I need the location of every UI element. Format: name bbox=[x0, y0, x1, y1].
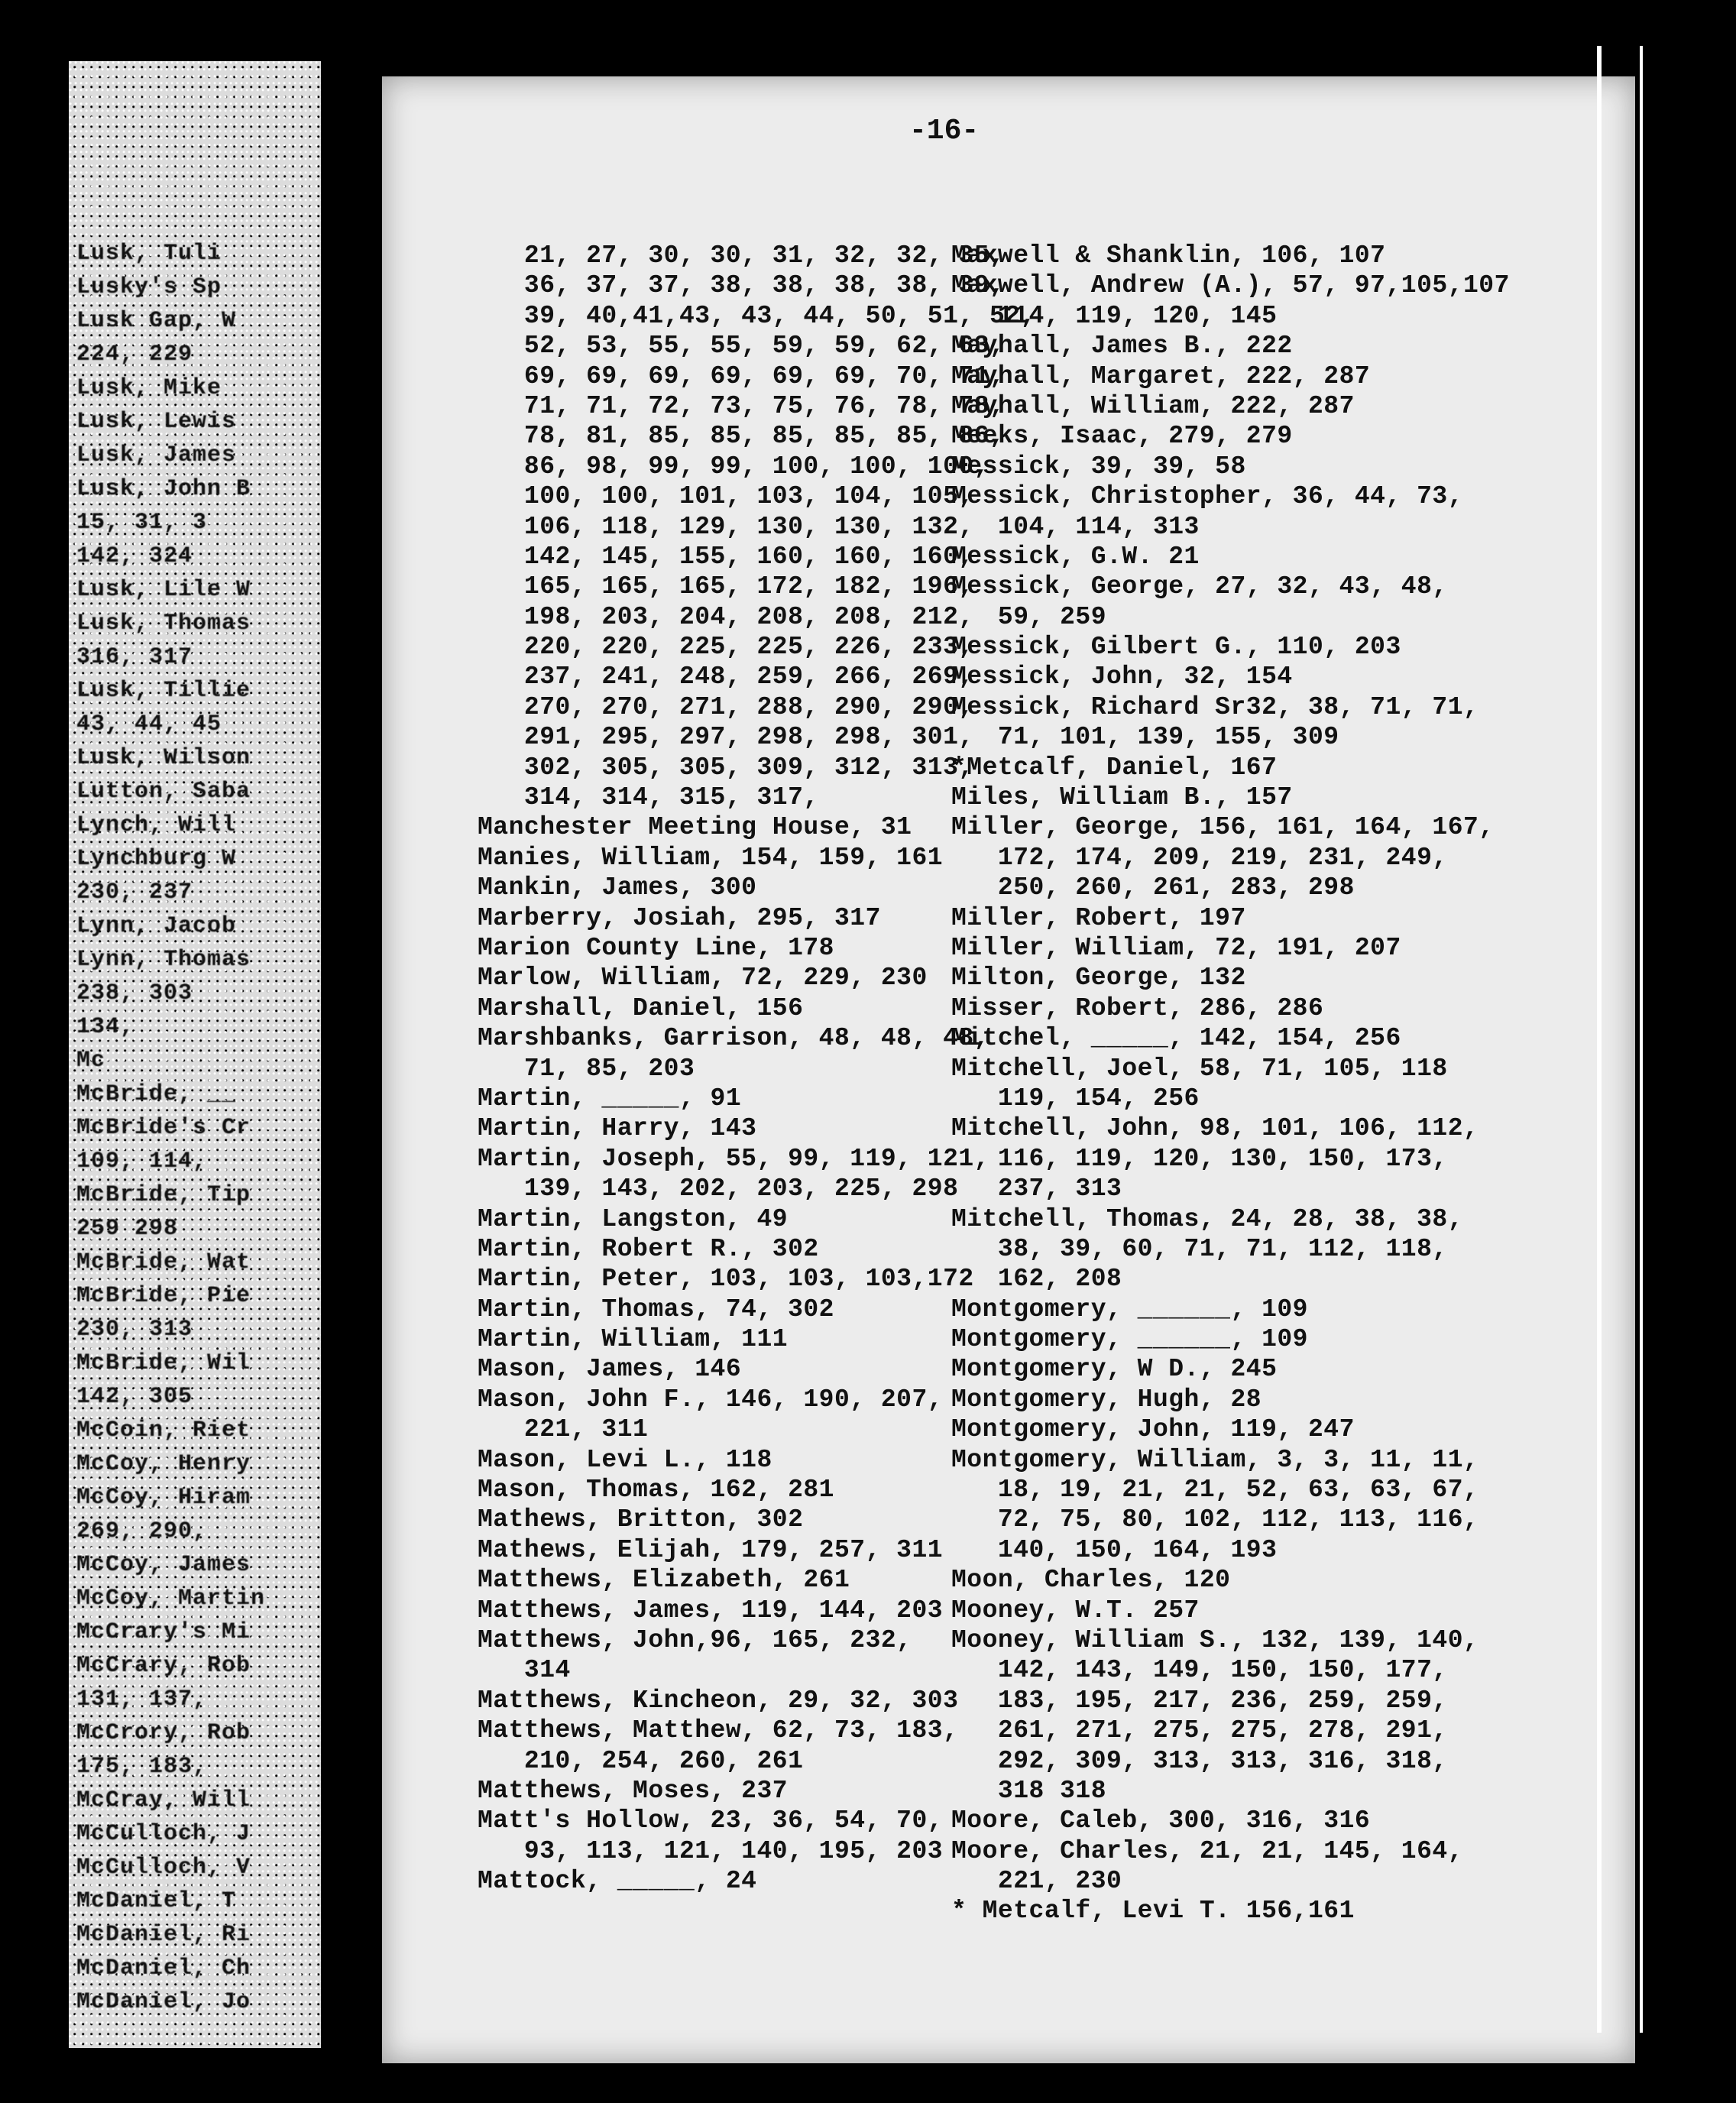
index-entry: 59, 259 bbox=[951, 602, 1107, 631]
index-entry: Mason, John F., 146, 190, 207, bbox=[478, 1385, 944, 1414]
index-entry: Messick, Gilbert G., 110, 203 bbox=[951, 633, 1401, 662]
fragment-line: Lynchburg W bbox=[76, 846, 237, 872]
index-entry: 165, 165, 165, 172, 182, 196, bbox=[478, 572, 974, 601]
fragment-line: McCrary's Mi bbox=[76, 1619, 251, 1645]
index-entry: Matthews, John,96, 165, 232, bbox=[478, 1625, 912, 1654]
index-entry: Messick, George, 27, 32, 43, 48, bbox=[951, 572, 1448, 601]
index-entry: Martin, _____, 91 bbox=[478, 1084, 742, 1113]
fragment-line: McDaniel, Jo bbox=[76, 1989, 251, 2015]
fragment-line: McCoy, Martin bbox=[76, 1586, 266, 1612]
index-entry: Matthews, Kincheon, 29, 32, 303 bbox=[478, 1686, 959, 1715]
page-number: -16- bbox=[909, 115, 980, 147]
index-entry: 183, 195, 217, 236, 259, 259, bbox=[951, 1686, 1448, 1715]
fragment-line: 43, 44, 45 bbox=[76, 711, 222, 737]
index-entry: 71, 101, 139, 155, 309 bbox=[951, 723, 1339, 752]
index-entry: Montgomery, W D., 245 bbox=[951, 1355, 1278, 1384]
index-entry: Misser, Robert, 286, 286 bbox=[951, 993, 1324, 1022]
fragment-line: McCulloch, V bbox=[76, 1855, 251, 1881]
index-entry: Mooney, W.T. 257 bbox=[951, 1596, 1200, 1625]
index-entry: Meeks, Isaac, 279, 279 bbox=[951, 422, 1293, 451]
index-entry: 52, 53, 55, 55, 59, 59, 62, 63, bbox=[478, 332, 1006, 361]
fragment-line: McCrory, Rob bbox=[76, 1720, 251, 1746]
fragment-line: 224, 229 bbox=[76, 342, 193, 368]
index-entry: Messick, John, 32, 154 bbox=[951, 663, 1293, 692]
index-entry: Mayhall, Margaret, 222, 287 bbox=[951, 361, 1371, 390]
fragment-line: Lynn, Thomas bbox=[76, 947, 251, 973]
index-entry: Marion County Line, 178 bbox=[478, 933, 834, 962]
index-entry: Marlow, William, 72, 229, 230 bbox=[478, 964, 928, 993]
fragment-line: 142, 305 bbox=[76, 1384, 193, 1410]
index-entry: Mason, Levi L., 118 bbox=[478, 1445, 772, 1474]
index-entry: 86, 98, 99, 99, 100, 100, 100, bbox=[478, 452, 990, 481]
fragment-line: 259 298 bbox=[76, 1216, 179, 1242]
index-entry: Maxwell & Shanklin, 106, 107 bbox=[951, 241, 1386, 270]
index-entry: Mayhall, James B., 222 bbox=[951, 332, 1293, 361]
index-entry: * Metcalf, Levi T. 156,161 bbox=[951, 1897, 1355, 1926]
index-entry: Martin, William, 111 bbox=[478, 1325, 789, 1354]
index-entry: Messick, 39, 39, 58 bbox=[951, 452, 1246, 481]
index-entry: Martin, Langston, 49 bbox=[478, 1204, 789, 1233]
index-entry: Mooney, William S., 132, 139, 140, bbox=[951, 1625, 1479, 1654]
index-entry: Martin, Joseph, 55, 99, 119, 121, bbox=[478, 1144, 990, 1173]
index-entry: 71, 71, 72, 73, 75, 76, 78, 78, bbox=[478, 391, 1006, 420]
index-entry: 198, 203, 204, 208, 208, 212, bbox=[478, 602, 974, 631]
index-entry: Mitchel, _____, 142, 154, 256 bbox=[951, 1024, 1401, 1053]
fragment-line: McDaniel, Ri bbox=[76, 1922, 251, 1948]
fragment-line: 175, 183, bbox=[76, 1754, 208, 1780]
index-entry: Montgomery, Hugh, 28 bbox=[951, 1385, 1262, 1414]
fragment-line: McBride's Cr bbox=[76, 1115, 251, 1141]
fragment-line: Lusk Gap, W bbox=[76, 308, 237, 334]
index-column-right bbox=[951, 241, 1510, 1926]
fragment-line: McCoy, Henry bbox=[76, 1451, 251, 1477]
index-entry: Montgomery, William, 3, 3, 11, 11, bbox=[951, 1445, 1479, 1474]
index-entry: Manchester Meeting House, 31 bbox=[478, 813, 912, 842]
fragment-line: McCulloch, J bbox=[76, 1821, 251, 1847]
fragment-line: Lusky's Sp bbox=[76, 274, 222, 300]
index-entry: 119, 154, 256 bbox=[951, 1084, 1200, 1113]
index-entry: Mattock, _____, 24 bbox=[478, 1867, 757, 1896]
fragment-line: Lynch, Will bbox=[76, 812, 237, 838]
index-entry: Martin, Robert R., 302 bbox=[478, 1234, 819, 1263]
index-entry: Matthews, Elizabeth, 261 bbox=[478, 1566, 850, 1595]
fragment-line: 109, 114, bbox=[76, 1149, 208, 1175]
fragment-line: 142, 324 bbox=[76, 543, 193, 569]
index-entry: Mitchell, John, 98, 101, 106, 112, bbox=[951, 1114, 1479, 1143]
fragment-line: McBride, Wat bbox=[76, 1249, 251, 1275]
index-entry: Mathews, Elijah, 179, 257, 311 bbox=[478, 1535, 944, 1564]
index-entry: Miller, William, 72, 191, 207 bbox=[951, 933, 1401, 962]
fragment-line: Mc bbox=[76, 1048, 106, 1074]
index-entry: 100, 100, 101, 103, 104, 105, bbox=[478, 482, 974, 511]
index-entry: 69, 69, 69, 69, 69, 69, 70, 71, bbox=[478, 361, 1006, 390]
fragment-line: Lusk, Tuli bbox=[76, 241, 222, 267]
index-entry: Milton, George, 132 bbox=[951, 964, 1246, 993]
index-entry: Mitchell, Joel, 58, 71, 105, 118 bbox=[951, 1054, 1448, 1083]
index-entry: 106, 118, 129, 130, 130, 132, bbox=[478, 512, 974, 541]
fragment-line: McBride, __ bbox=[76, 1081, 237, 1107]
fragment-line: Lusk, Lile W bbox=[76, 577, 251, 603]
index-entry: *Metcalf, Daniel, 167 bbox=[951, 753, 1278, 782]
index-entry: Messick, Richard Sr32, 38, 71, 71, bbox=[951, 692, 1479, 721]
fragment-line: McCoin, Riet bbox=[76, 1418, 251, 1444]
index-entry: 39, 40,41,43, 43, 44, 50, 51, 52, bbox=[478, 301, 1036, 330]
fragment-line: 238, 303 bbox=[76, 980, 193, 1006]
page-edge bbox=[1597, 46, 1643, 2033]
fragment-line: 15, 31, 3 bbox=[76, 510, 208, 536]
fragment-line: Lutton, Saba bbox=[76, 779, 251, 805]
index-entry: 221, 230 bbox=[951, 1867, 1122, 1896]
index-entry: 291, 295, 297, 298, 298, 301, bbox=[478, 723, 974, 752]
fragment-line: McCoy, James bbox=[76, 1552, 251, 1578]
index-entry: Messick, G.W. 21 bbox=[951, 542, 1200, 571]
index-entry: 302, 305, 305, 309, 312, 313, bbox=[478, 753, 974, 782]
index-entry: Marberry, Josiah, 295, 317 bbox=[478, 903, 881, 932]
fragment-line: Lusk, John B bbox=[76, 476, 251, 502]
index-entry: Mathews, Britton, 302 bbox=[478, 1505, 804, 1534]
fragment-line: Lusk, James bbox=[76, 442, 237, 468]
index-entry: Manies, William, 154, 159, 161 bbox=[478, 843, 944, 872]
index-entry: 78, 81, 85, 85, 85, 85, 85, 86, bbox=[478, 422, 1006, 451]
index-entry: Miles, William B., 157 bbox=[951, 783, 1293, 812]
index-entry: Moon, Charles, 120 bbox=[951, 1566, 1231, 1595]
index-entry: Mitchell, Thomas, 24, 28, 38, 38, bbox=[951, 1204, 1464, 1233]
fragment-line: Lynn, Jacob bbox=[76, 913, 237, 939]
fragment-line: McBride, Wil bbox=[76, 1350, 251, 1376]
index-entry: Martin, Peter, 103, 103, 103,172 bbox=[478, 1265, 974, 1294]
index-entry: 139, 143, 202, 203, 225, 298 bbox=[478, 1175, 959, 1204]
index-entry: 314, 314, 315, 317, bbox=[478, 783, 819, 812]
index-entry: 220, 220, 225, 225, 226, 233, bbox=[478, 633, 974, 662]
fragment-line: McBride, Pie bbox=[76, 1283, 251, 1309]
index-entry: Montgomery, ______, 109 bbox=[951, 1295, 1308, 1324]
index-entry: 314 bbox=[478, 1656, 571, 1685]
index-entry: Martin, Harry, 143 bbox=[478, 1114, 757, 1143]
index-entry: 318 318 bbox=[951, 1776, 1107, 1805]
index-entry: 142, 143, 149, 150, 150, 177, bbox=[951, 1656, 1448, 1685]
index-entry: 71, 85, 203 bbox=[478, 1054, 695, 1083]
fragment-line: McCoy, Hiram bbox=[76, 1485, 251, 1511]
index-entry: 292, 309, 313, 313, 316, 318, bbox=[951, 1746, 1448, 1775]
adjacent-page-fragment bbox=[69, 61, 321, 2048]
fragment-line: 269, 290, bbox=[76, 1518, 208, 1544]
fragment-line: 230, 237 bbox=[76, 880, 193, 906]
index-entry: Matthews, James, 119, 144, 203 bbox=[478, 1596, 944, 1625]
fragment-line: McDaniel, T bbox=[76, 1888, 237, 1914]
fragment-line: Lusk, Tillie bbox=[76, 678, 251, 704]
index-entry: 261, 271, 275, 275, 278, 291, bbox=[951, 1716, 1448, 1745]
index-entry: 38, 39, 60, 71, 71, 112, 118, bbox=[951, 1234, 1448, 1263]
index-entry: 93, 113, 121, 140, 195, 203 bbox=[478, 1836, 944, 1865]
index-entry: Matt's Hollow, 23, 36, 54, 70, bbox=[478, 1807, 944, 1836]
index-entry: Montgomery, John, 119, 247 bbox=[951, 1415, 1355, 1444]
fragment-line: 134, bbox=[76, 1014, 135, 1040]
fragment-line: McDaniel, Ch bbox=[76, 1956, 251, 1981]
index-entry: Marshall, Daniel, 156 bbox=[478, 993, 804, 1022]
fragment-line: Lusk, Mike bbox=[76, 375, 222, 401]
index-entry: 210, 254, 260, 261 bbox=[478, 1746, 804, 1775]
index-entry: 237, 313 bbox=[951, 1175, 1122, 1204]
index-entry: Messick, Christopher, 36, 44, 73, bbox=[951, 482, 1464, 511]
fragment-line: Lusk, Wilson bbox=[76, 745, 251, 771]
index-entry: Miller, George, 156, 161, 164, 167, bbox=[951, 813, 1495, 842]
index-entry: 116, 119, 120, 130, 150, 173, bbox=[951, 1144, 1448, 1173]
index-page bbox=[382, 76, 1635, 2063]
index-entry: 104, 114, 313 bbox=[951, 512, 1200, 541]
index-entry: Miller, Robert, 197 bbox=[951, 903, 1246, 932]
fragment-line: Lusk, Thomas bbox=[76, 611, 251, 637]
fragment-line: McCray, Will bbox=[76, 1787, 251, 1813]
index-entry: Martin, Thomas, 74, 302 bbox=[478, 1295, 834, 1324]
index-entry: Montgomery, ______, 109 bbox=[951, 1325, 1308, 1354]
fragment-line: McCrary, Rob bbox=[76, 1653, 251, 1679]
index-entry: 172, 174, 209, 219, 231, 249, bbox=[951, 843, 1448, 872]
index-entry: 142, 145, 155, 160, 160, 160, bbox=[478, 542, 974, 571]
index-entry: 237, 241, 248, 259, 266, 269, bbox=[478, 663, 974, 692]
index-entry: 21, 27, 30, 30, 31, 32, 32, 35, bbox=[478, 241, 1006, 270]
index-entry: 114, 119, 120, 145 bbox=[951, 301, 1278, 330]
index-entry: 140, 150, 164, 193 bbox=[951, 1535, 1278, 1564]
index-entry: Mankin, James, 300 bbox=[478, 873, 757, 902]
index-entry: Mason, Thomas, 162, 281 bbox=[478, 1476, 834, 1505]
fragment-line: McBride, Tip bbox=[76, 1182, 251, 1208]
index-entry: Mason, James, 146 bbox=[478, 1355, 742, 1384]
index-entry: 72, 75, 80, 102, 112, 113, 116, bbox=[951, 1505, 1479, 1534]
index-entry: 250, 260, 261, 283, 298 bbox=[951, 873, 1355, 902]
fragment-line: 316, 317 bbox=[76, 644, 193, 670]
index-entry: Mayhall, William, 222, 287 bbox=[951, 391, 1355, 420]
index-entry: Matthews, Moses, 237 bbox=[478, 1776, 789, 1805]
index-entry: 36, 37, 37, 38, 38, 38, 38, 39, bbox=[478, 271, 1006, 300]
index-entry: Matthews, Matthew, 62, 73, 183, bbox=[478, 1716, 959, 1745]
index-entry: Moore, Caleb, 300, 316, 316 bbox=[951, 1807, 1371, 1836]
index-entry: Marshbanks, Garrison, 48, 48, 48, bbox=[478, 1024, 990, 1053]
index-entry: 18, 19, 21, 21, 52, 63, 63, 67, bbox=[951, 1476, 1479, 1505]
fragment-line: 131, 137, bbox=[76, 1687, 208, 1713]
index-entry: 221, 311 bbox=[478, 1415, 649, 1444]
index-entry: 270, 270, 271, 288, 290, 290, bbox=[478, 692, 974, 721]
index-entry: Moore, Charles, 21, 21, 145, 164, bbox=[951, 1836, 1464, 1865]
index-entry: 162, 208 bbox=[951, 1265, 1122, 1294]
fragment-line: Lusk, Lewis bbox=[76, 409, 237, 435]
fragment-line: 230, 313 bbox=[76, 1317, 193, 1343]
index-entry: Maxwell, Andrew (A.), 57, 97,105,107 bbox=[951, 271, 1510, 300]
